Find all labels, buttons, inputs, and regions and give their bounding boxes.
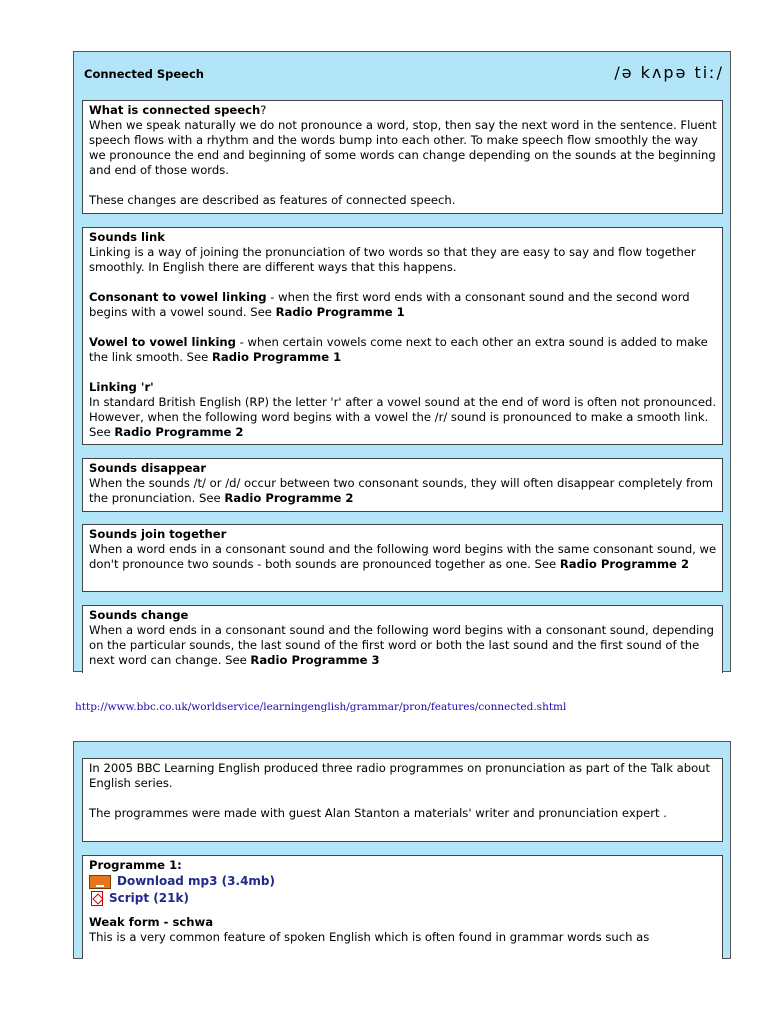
- section-what-is-connected-speech: What is connected speech? When we speak naturally we do not pronounce a word, stop, then say the next word in the sentence. Fluent speech flows with a rhythm and the words bump into each other. To make speech flow smoothly the way we pronounce the end and beginning of some words can change depending on the sounds at the beginning and end of those words. These changes are described as features of connected speech.: [82, 100, 723, 214]
- intro-text: In 2005 BBC Learning English produced three radio programmes on pronunciation as part of the Talk about English series.: [89, 761, 711, 790]
- section-text: Linking is a way of joining the pronunciation of two words so that they are easy to say and flow together smoothly. In English there are different ways that this happens.: [89, 245, 696, 274]
- programme-1-box: [82, 855, 723, 959]
- script-link[interactable]: [89, 890, 717, 907]
- radio-programmes-panel: [73, 741, 731, 959]
- script-label[interactable]: Script (21k): [109, 891, 189, 905]
- section-heading: Sounds link: [89, 230, 165, 244]
- linking-r-text: In standard British English (RP) the letter 'r' after a vowel sound at the end of word is often not pronounced. However, when the following word begins with a vowel the /r/ sound is pronounced to make a smooth link. See Radio Programme 2: [89, 395, 717, 439]
- download-mp3-link[interactable]: [89, 873, 717, 890]
- section-text: When a word ends in a consonant sound and the following word begins with a consonant sound, depending on the particular sounds, the last sound of the first word or both the last sound and the first sound of the next word can change. See Radio Programme 3: [89, 623, 714, 667]
- consonant-vowel-linking: Consonant to vowel linking - when the first word ends with a consonant sound and the second word begins with a vowel sound. See Radio Programme 1: [89, 290, 690, 319]
- pdf-icon: [91, 891, 103, 906]
- vowel-vowel-linking: Vowel to vowel linking - when certain vowels come next to each other an extra sound is added to make the link smooth. See Radio Programme 1: [89, 335, 708, 364]
- section-sounds-join: [82, 524, 723, 592]
- linking-r-heading: Linking 'r': [89, 380, 154, 394]
- intro-text: The programmes were made with guest Alan Stanton a materials' writer and pronunciation expert .: [89, 806, 667, 820]
- programmes-intro: [82, 758, 723, 842]
- section-heading: What is connected speech: [89, 103, 261, 117]
- radio-programme-link[interactable]: Radio Programme 2: [559, 557, 690, 571]
- section-heading: Sounds disappear: [89, 461, 207, 475]
- section-text: When the sounds /t/ or /d/ occur between two consonant sounds, they will often disappear completely from the pronunciation. See Radio Programme 2: [89, 476, 714, 505]
- download-label[interactable]: Download mp3 (3.4mb): [117, 874, 275, 888]
- section-heading: Weak form - schwa: [89, 915, 214, 929]
- section-sounds-disappear: [82, 458, 723, 512]
- section-sounds-change: [82, 605, 723, 673]
- mp3-download-icon: [89, 875, 111, 889]
- section-text: When a word ends in a consonant sound and the following word begins with the same consonant sound, we don't pronounce two sounds - both sounds are pronounced together as one. See Radio Programme 2: [89, 542, 717, 571]
- section-text: These changes are described as features of connected speech.: [89, 193, 456, 207]
- section-heading: Sounds join together: [89, 527, 227, 541]
- radio-programme-link[interactable]: Radio Programme 1: [275, 305, 405, 319]
- panel-title: Connected Speech: [84, 67, 204, 81]
- radio-programme-link[interactable]: Radio Programme 2: [114, 425, 244, 439]
- radio-programme-link[interactable]: Radio Programme 1: [212, 350, 342, 364]
- section-text: This is a very common feature of spoken English which is often found in grammar words such as: [89, 930, 650, 944]
- source-url-link[interactable]: http://www.bbc.co.uk/worldservice/learningenglish/grammar/pron/features/connected.shtml: [75, 701, 567, 713]
- programme-heading: Programme 1:: [89, 858, 182, 872]
- connected-speech-panel: [73, 51, 731, 672]
- radio-programme-link[interactable]: Radio Programme 3: [250, 653, 380, 667]
- section-text: When we speak naturally we do not pronounce a word, stop, then say the next word in the sentence. Fluent speech flows with a rhythm and the words bump into each other. To make speech flow smoothly the way we pronounce the end and beginning of some words can change depending on the sounds at the beginning and end of those words.: [89, 118, 717, 177]
- section-heading: Sounds change: [89, 608, 189, 622]
- phonetic-transcription: /ə kʌpə tiː/: [614, 63, 724, 82]
- section-sounds-link: [82, 227, 723, 445]
- radio-programme-link[interactable]: Radio Programme 2: [224, 491, 354, 505]
